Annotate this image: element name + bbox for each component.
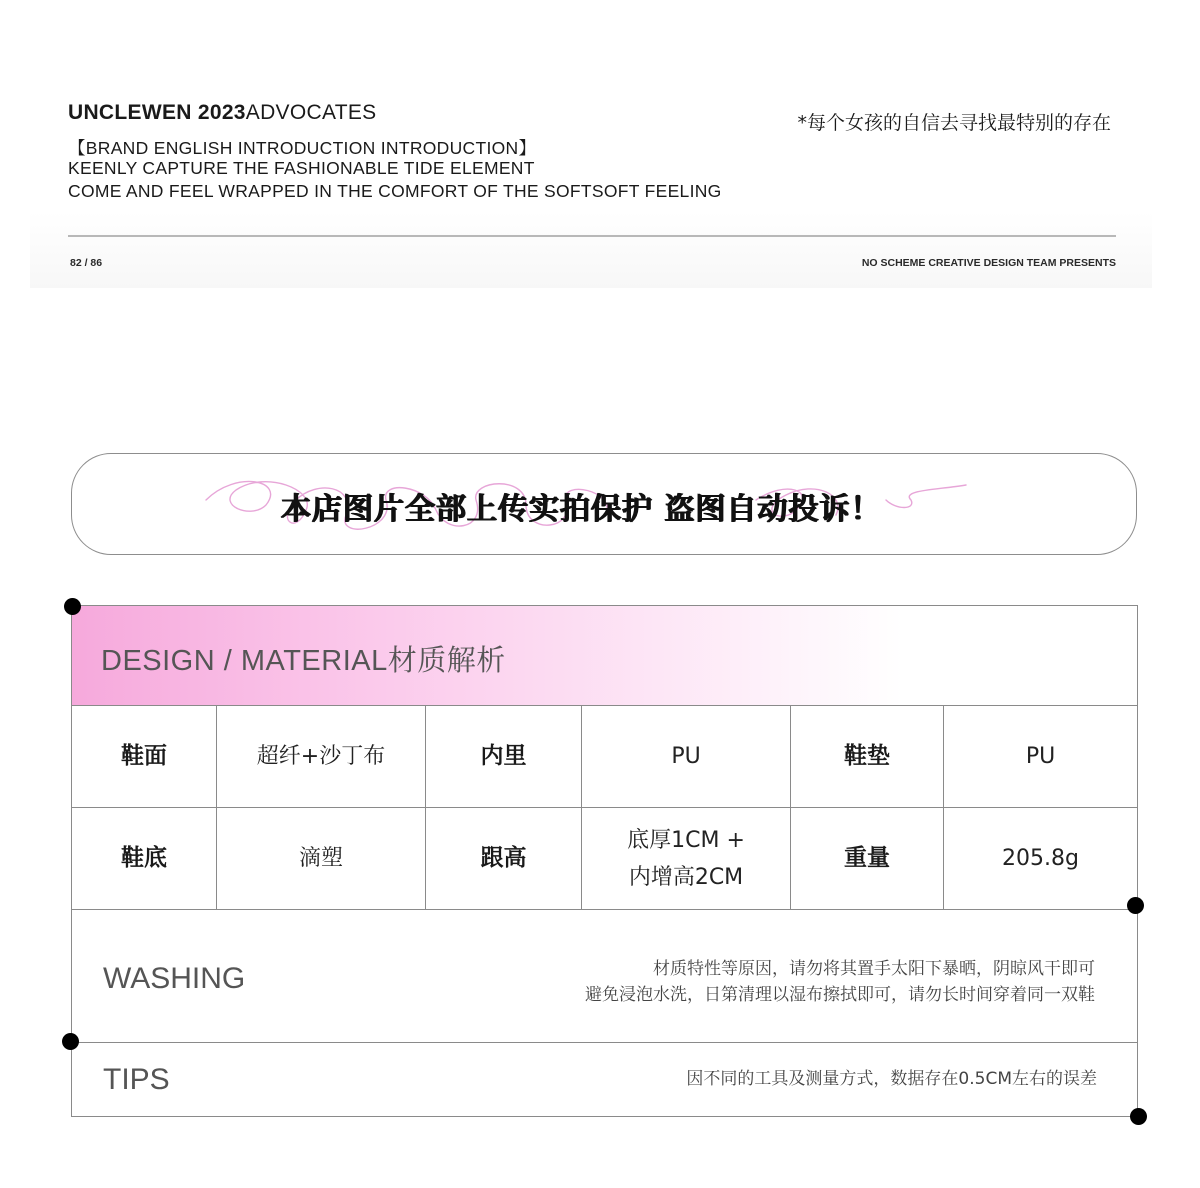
brand-title — [68, 101, 376, 125]
slogan: *每个女孩的自信去寻找最特别的存在 — [797, 112, 1111, 134]
brand-intro-line: COME AND FEEL WRAPPED IN THE COMFORT OF THE SOFTSOFT FEELING — [68, 181, 722, 201]
spec-value-weight: 205.8g — [1002, 846, 1079, 871]
spec-key-lining: 内里 — [480, 743, 527, 769]
divider — [68, 235, 1116, 237]
brand-intro-line: KEENLY CAPTURE THE FASHIONABLE TIDE ELEMENT — [68, 158, 535, 178]
corner-dot — [1127, 897, 1144, 914]
spec-value-heel: 底厚1CM + 内增高2CM — [627, 827, 745, 890]
team-credit: NO SCHEME CREATIVE DESIGN TEAM PRESENTS — [861, 257, 1116, 269]
corner-dot — [62, 1033, 79, 1050]
table-rule — [71, 1042, 1138, 1043]
washing-note-line: 材质特性等原因，请勿将其置手太阳下暴晒，阴晾风干即可 — [653, 959, 1095, 979]
spec-title: DESIGN / MATERIAL材质解析 — [101, 645, 506, 677]
notice-text: 本店图片全部上传实拍保护 盗图自动投诉！ — [280, 492, 882, 527]
spec-key-weight: 重量 — [844, 845, 890, 871]
corner-dot — [64, 598, 81, 615]
corner-dot — [1130, 1108, 1147, 1125]
brand-intro-line: 【BRAND ENGLISH INTRODUCTION INTRODUCTION】 — [68, 138, 537, 158]
brand-name: UNCLEWEN 2023 — [68, 101, 246, 124]
washing-label: WASHING — [103, 962, 246, 995]
washing-note — [585, 956, 1095, 1008]
washing-note-line: 避免浸泡水洗，日第清理以湿布擦拭即可，请勿长时间穿着同一双鞋 — [585, 985, 1095, 1005]
spec-value-insole: PU — [1025, 744, 1056, 769]
tips-note: 因不同的工具及测量方式，数据存在0.5CM左右的误差 — [686, 1069, 1097, 1089]
spec-value-upper: 超纤+沙丁布 — [256, 744, 386, 769]
spec-key-upper: 鞋面 — [121, 743, 167, 769]
table-rule — [71, 909, 1138, 910]
spec-key-insole: 鞋垫 — [844, 743, 890, 769]
spec-key-heel: 跟高 — [480, 845, 527, 871]
brand-tagline: ADVOCATES — [245, 101, 377, 124]
spec-value-lining: PU — [671, 744, 701, 769]
spec-key-sole: 鞋底 — [121, 845, 167, 871]
page-number: 82 / 86 — [70, 257, 103, 269]
spec-value-sole: 滴塑 — [298, 846, 343, 871]
tips-label: TIPS — [103, 1063, 170, 1096]
